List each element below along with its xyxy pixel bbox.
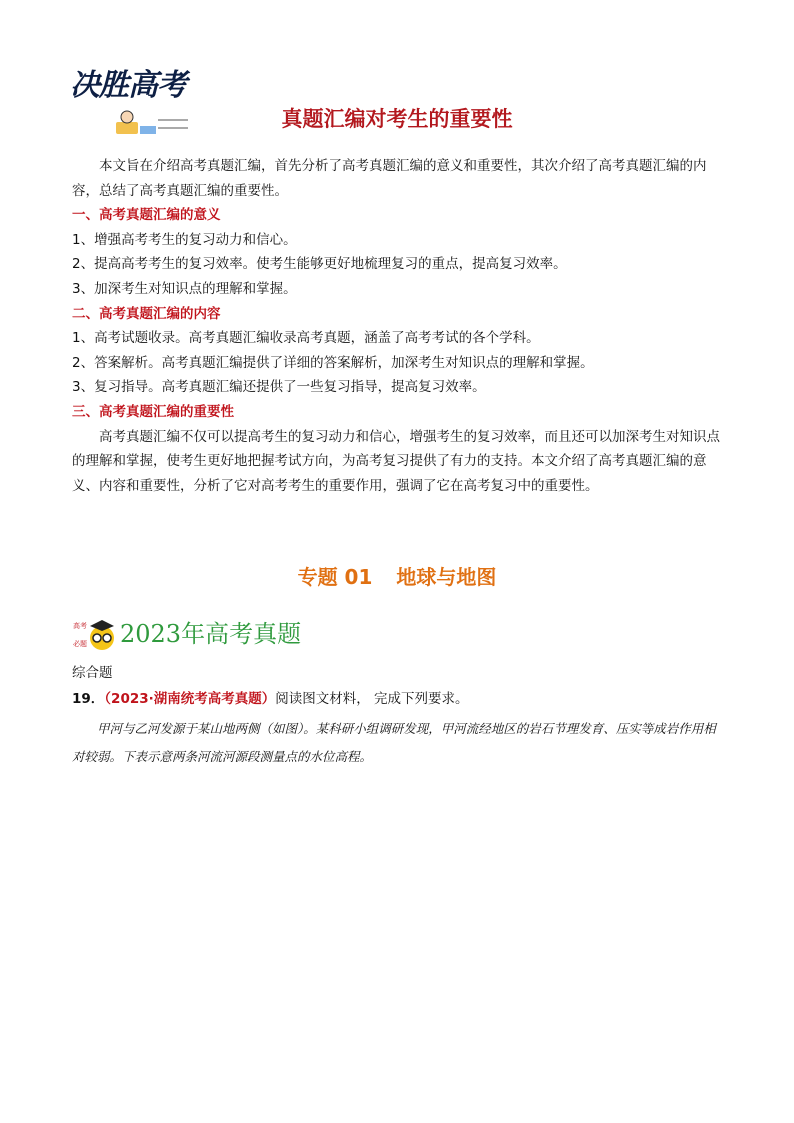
topic-heading [0,562,794,592]
section-heading-3: 三、高考真题汇编的重要性 [72,403,234,420]
intro-block [72,154,724,498]
list-item: 2、提高高考考生的复习效率。使考生能够更好地梳理复习的重点，提高复习效率。 [72,256,567,273]
list-item: 3、加深考生对知识点的理解和掌握。 [72,280,297,297]
intro-paragraph: 本文旨在介绍高考真题汇编，首先分析了高考真题汇编的意义和重要性，其次介绍了高考真题汇编的内容，总结了高考真题汇编的重要性。 [72,158,707,199]
question-line [72,686,724,712]
question-source: （2023·湖南统考高考真题） [104,691,276,707]
graduate-owl-icon [72,616,118,652]
section-heading-2: 二、高考真题汇编的内容 [72,305,221,322]
question-type: 综合题 [72,665,113,681]
document-title: 真题汇编对考生的重要性 [281,107,513,131]
logo-text: 决胜高考 [70,68,186,103]
list-item: 1、高考试题收录。高考真题汇编收录高考真题，涵盖了高考考试的各个学科。 [72,330,540,347]
svg-text:高考: 高考 [73,622,87,630]
importance-paragraph: 高考真题汇编不仅可以提高考生的复习动力和信心，增强考生的复习效率，而且还可以加深考生对知识点的理解和掌握，使考生更好地把握考试方向，为高考复习提供了有力的支持。本文介绍了高考真题汇编的意义、内容和重要性，分析了它对高考考生的重要作用，强调了它在高考复习中的重要性。 [72,428,720,494]
topic-name: 地球与地图 [396,565,497,589]
list-item: 2、答案解析。高考真题汇编提供了详细的答案解析，加深考生对知识点的理解和掌握。 [72,354,594,371]
list-item: 3、复习指导。高考真题汇编还提供了一些复习指导，提高复习效率。 [72,379,486,396]
reading-passage: 甲河与乙河发源于某山地两侧（如图）。某科研小组调研发现，甲河流经地区的岩石节理发育、压实等成岩作用相对较弱。下表示意两条河流河源段测量点的水位高程。 [72,721,716,764]
exam-year-text: 2023年高考真题 [120,620,302,648]
list-item: 1、增强高考考生的复习动力和信心。 [72,231,297,248]
svg-text:必题: 必题 [73,640,87,648]
section-heading-1: 一、高考真题汇编的意义 [72,207,221,224]
topic-label: 专题 01 [297,565,373,589]
question-prompt: 阅读图文材料， 完成下列要求。 [275,691,469,707]
question-number: 19． [72,691,105,707]
exam-year-badge [72,614,372,654]
